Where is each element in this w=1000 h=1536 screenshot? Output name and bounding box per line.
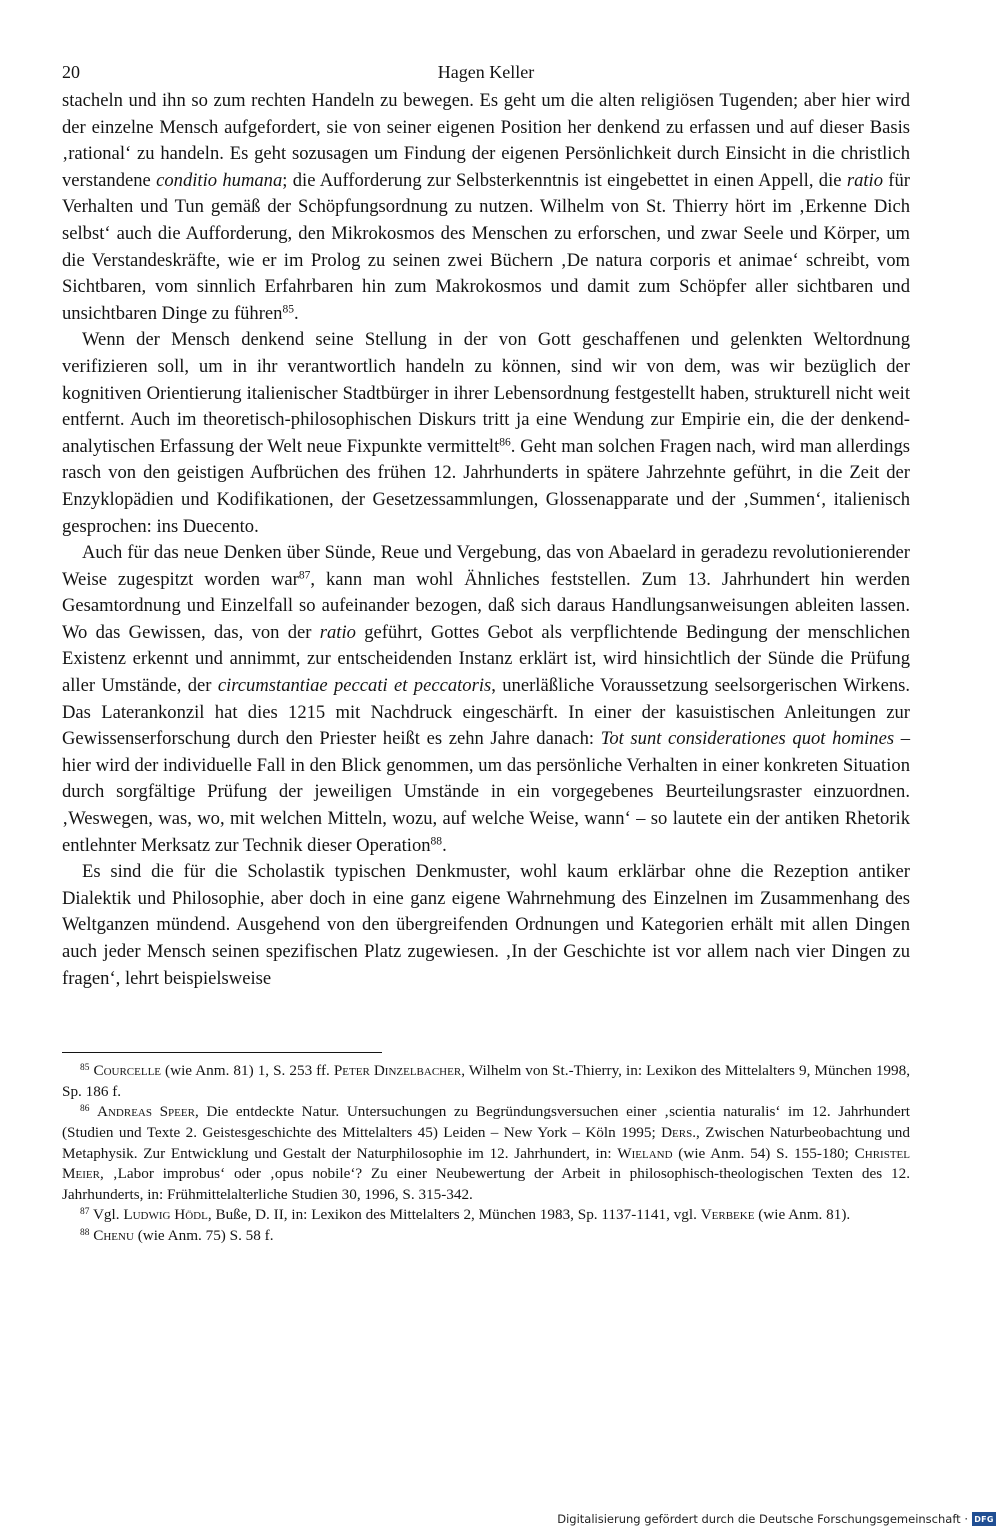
footnote-number: 88 [80,1227,90,1238]
page-content [62,62,910,1247]
text-run: – hier wird der individuelle Fall in den Blick genommen, um das persönliche Verhalten in einer konkreten Situation durch sorgfältige Prüfung der jeweiligen Umstände in ein vorgegebenes Beurteilungsraster einzuordnen. ‚Weswegen, was, wo, mit welchen Mitteln, wozu, auf welche Weise, wann‘ – so lautete ein der antiken Rhetorik entlehnter Merksatz zur Technik dieser Operation [62,728,910,856]
author-name: Ders. [661,1123,697,1141]
footnote-number: 85 [80,1063,90,1074]
author-name: Christel Meier [62,1144,910,1183]
text-run: Auch für das neue Denken über Sünde, Reue und Vergebung, das von Abaelard in geradezu revolutionierender Weise zugespitzt worden war [62,542,910,590]
text-run: stacheln und ihn so zum rechten Handeln zu bewegen. Es geht um die alten religiösen Tugenden; aber hier wird der einzelne Mensch aufgefordert, sie von seiner eigenen Position her denkend zu erfassen und auf dieser Basis ‚rational‘ zu handeln. Es geht sozusagen um Findung der eigenen Persönlichkeit durch Einsicht in die christlich verstandene [62,90,910,191]
footnote-ref: 88 [430,835,443,848]
paragraph [62,327,910,540]
running-head: Hagen Keller [437,62,535,82]
latin-term: ratio [846,169,883,191]
text-run: ; die Aufforderung zur Selbsterkenntnis ist eingebettet in einen Appell, die [282,169,847,191]
footnote-ref: 85 [282,303,294,316]
author-name: Verbeke [700,1206,755,1224]
text-run: , ‚Labor improbus‘ oder ‚opus nobile‘? Zu einer Neubewertung der Arbeit in philosophisch-theologischen Texten des 12. Jahrhunderts, in: Frühmittelalterliche Studien 30, 1996, S. 315-342. [62,1165,910,1203]
footnote [62,1061,910,1102]
text-run: Wenn der Mensch denkend seine Stellung in der von Gott geschaffenen und gelenkten Weltordnung verifizieren soll, um in ihr verantwortlich handeln zu können, sind wir von dem, was wir bezüglich der kognitiven Orientierung italienischer Stadtbürger in ihrer Lebensordnung festgestellt haben, strukturell nicht weit entfernt. Auch im theoretisch-philosophischen Diskurs tritt ja eine Wendung zur Empirie ein, die der denkend-analytischen Erfassung der Welt neue Fixpunkte vermittelt [62,329,910,457]
footnote-divider [62,1052,382,1053]
author-name: Courcelle [93,1062,162,1080]
text-run: . Geht man solchen Fragen nach, wird man allerdings rasch von den geistigen Aufbrüchen des frühen 12. Jahrhunderts in spätere Jahrzehnte geführt, in die Zeit der Enzyklopädien und Kodifikationen, der Gesetzessammlungen, Glossenapparate und der ‚Summen‘, italienisch gesprochen: ins Duecento. [62,435,911,537]
footnote [62,1102,910,1205]
latin-term: ratio [319,621,356,643]
footnote [62,1205,910,1226]
footnote-number: 86 [80,1104,90,1115]
paragraph: Es sind die für die Scholastik typischen Denkmuster, wohl kaum erklärbar ohne die Rezeption antiker Dialektik und Philosophie, aber doch in eine ganz eigene Wahrnehmung des Einzelnen im Zusammenhang des Weltganzen mündend. Ausgehend von den übergreifenden Ordnungen und Kategorien erhält mit allen Dingen auch jeder Mensch seinen spezifischen Platz zugewiesen. ‚In der Geschichte ist vor allem nach vier Dingen zu fragen‘, lehrt beispielsweise [62,861,910,989]
text-run: (wie Anm. 81) 1, S. 253 ff. [161,1062,334,1080]
main-text [62,88,910,992]
page-number: 20 [62,62,80,82]
text-run: , Wilhelm von St.-Thierry, in: Lexikon des Mittelalters 9, München 1998, Sp. 186 f. [62,1062,910,1100]
text-run: , Zwischen Naturbeobachtung und Metaphysik. Zur Entwicklung und Gestalt der Naturphilosophie im 12. Jahrhundert, in: [62,1123,910,1162]
text-run: . [293,302,299,324]
text-run: geführt, Gottes Gebot als verpflichtende Bedingung der menschlichen Existenz erkennt und annimmt, zur entscheidenden Instanz erklärt ist, wird hinsichtlich der Sünde die Prüfung aller Umstände, der [62,621,911,697]
text-run: , kann man wohl Ähnliches feststellen. Zum 13. Jahrhundert hin werden Gesamtordnung und Einzelfall so aufeinander bezogen, daß sich daraus Handlungsanweisungen ableiten lassen. Wo das Gewissen, das, von der [62,568,911,643]
text-run: für Verhalten und Tun gemäß der Schöpfungsordnung zu nutzen. Wilhelm von St. Thierry hört im ‚Erkenne Dich selbst‘ auch die Aufforderung, den Mikrokosmos des Menschen zu erforschen, und zwar Seele und Körper, um die Verstandeskräfte, wie er im Prolog zu seinen zwei Büchern ‚De natura corporis et animae‘ schreibt, vom Sichtbaren, vom sinnlich Erfahrbaren hin zum Makrokosmos und damit zum Schöpfer aller sichtbaren und unsichtbaren Dinge zu führen [62,169,910,324]
author-name: Andreas Speer [97,1103,195,1121]
author-name: Peter Dinzelbacher [333,1062,462,1080]
page-header [62,62,910,88]
latin-term: conditio humana [156,169,283,191]
paragraph [62,540,910,859]
footnote [62,1226,910,1247]
dfg-logo-icon: DFG [972,1512,996,1526]
digitization-stamp [557,1508,996,1530]
text-run: , unerläßliche Voraussetzung seelsorgerischen Wirkens. Das Laterankonzil hat dies 1215 mit Nachdruck eingeschärft. In einer der kasuistischen Anleitungen zur Gewissenserforschung durch den Priester heißt es zehn Jahre danach: [62,675,911,750]
footnotes [62,1061,910,1246]
footnote-ref: 87 [298,569,311,582]
author-name: Wieland [617,1144,673,1162]
paragraph [62,88,910,327]
text-run: , Die entdeckte Natur. Untersuchungen zu Begründungsversuchen einer ‚scientia naturalis‘ im 12. Jahrhundert (Studien und Texte 2. Geistesgeschichte des Mittelalters 45) Leiden – New York – Köln 1995; [62,1103,910,1141]
footnote-ref: 86 [499,436,511,449]
latin-quote: Tot sunt considerationes quot homines [600,728,895,750]
author-name: Chenu [93,1226,134,1244]
footnote-number: 87 [80,1207,90,1218]
text-run: (wie Anm. 54) S. 155-180; [672,1144,855,1162]
text-run: , Buße, D. II, in: Lexikon des Mittelalters 2, München 1983, Sp. 1137-1141, vgl. [207,1206,701,1224]
text-run: . [442,834,447,856]
author-name: Ludwig Hödl [123,1206,208,1224]
latin-term: circumstantiae peccati et peccatoris [217,675,492,697]
text-run: (wie Anm. 81). [754,1206,851,1224]
stamp-text: Digitalisierung gefördert durch die Deutsche Forschungsgemeinschaft · [557,1512,968,1526]
text-run: (wie Anm. 75) S. 58 f. [133,1226,274,1244]
text-run: Vgl. [92,1206,124,1224]
